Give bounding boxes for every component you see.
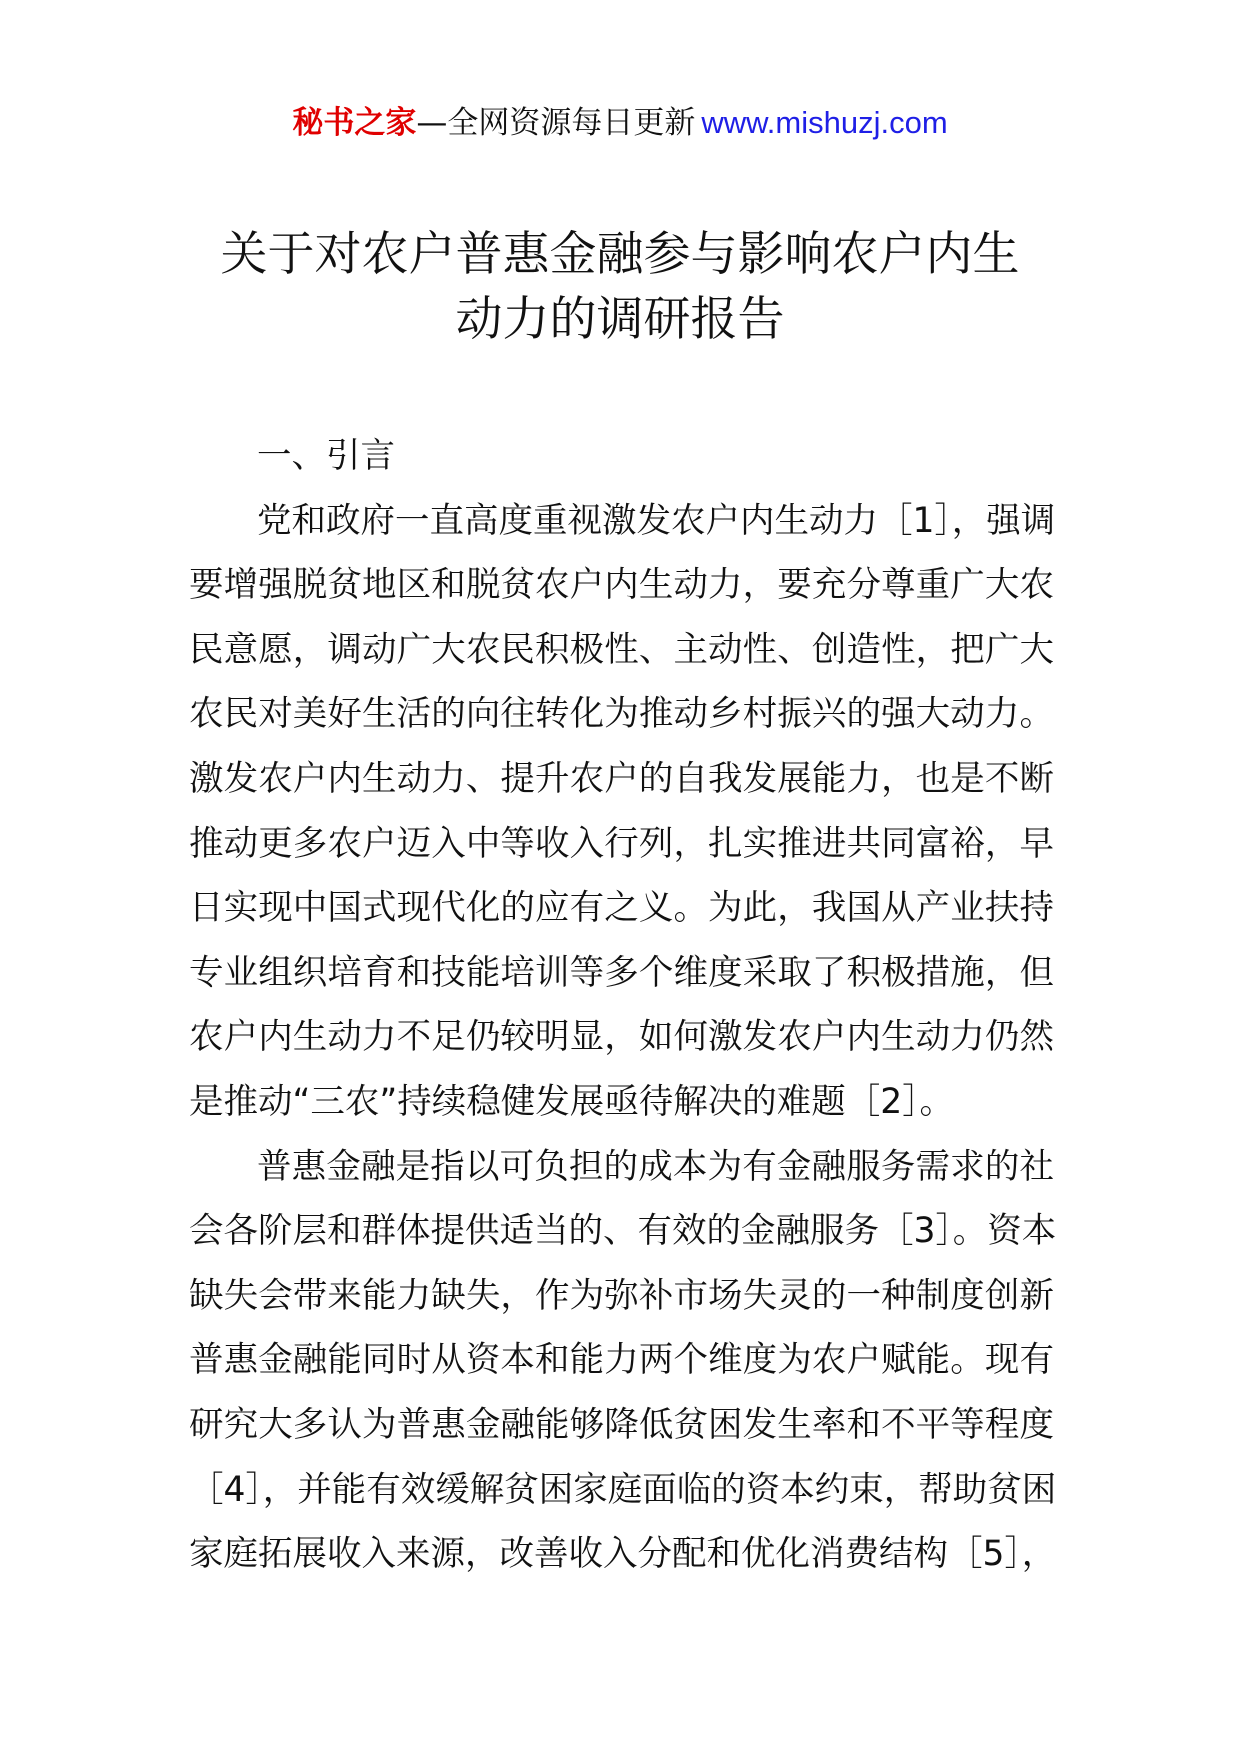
- paragraph-line: 民意愿，调动广大农民积极性、主动性、创造性，把广大: [189, 629, 1054, 670]
- site-tagline: —全网资源每日更新: [416, 105, 696, 141]
- paragraph-line: 专业组织培育和技能培训等多个维度采取了积极措施，但: [189, 952, 1054, 993]
- paragraph-line: 日实现中国式现代化的应有之义。为此，我国从产业扶持: [189, 888, 1054, 929]
- site-url-link[interactable]: www.mishuzj.com: [701, 105, 948, 140]
- paragraph-1: [189, 489, 1054, 1135]
- document-body: [189, 424, 1057, 1587]
- paragraph-2: [189, 1135, 1057, 1587]
- paragraph-line: 家庭拓展收入来源，改善收入分配和优化消费结构［5］，: [189, 1534, 1057, 1575]
- paragraph-line: ［4］，并能有效缓解贫困家庭面临的资本约束，帮助贫困: [189, 1469, 1057, 1510]
- section-heading-introduction: 一、引言: [257, 436, 395, 476]
- title-line-1: 关于对农户普惠金融参与影响农户内生: [220, 227, 1020, 282]
- title-line-2: 动力的调研报告: [455, 292, 785, 347]
- site-brand: 秘书之家: [292, 105, 417, 141]
- paragraph-line: 普惠金融是指以可负担的成本为有金融服务需求的社: [257, 1146, 1054, 1187]
- site-header: [0, 103, 1240, 143]
- paragraph-line: 推动更多农户迈入中等收入行列，扎实推进共同富裕，早: [189, 823, 1054, 864]
- paragraph-line: 农民对美好生活的向往转化为推动乡村振兴的强大动力。: [189, 694, 1054, 735]
- paragraph-line: 党和政府一直高度重视激发农户内生动力［1］，强调: [257, 500, 1056, 541]
- paragraph-line: 普惠金融能同时从资本和能力两个维度为农户赋能。现有: [189, 1340, 1054, 1381]
- paragraph-line: 农户内生动力不足仍较明显，如何激发农户内生动力仍然: [189, 1017, 1054, 1058]
- document-title: [180, 222, 1060, 352]
- paragraph-line: 是推动“三农”持续稳健发展亟待解决的难题［2］。: [189, 1081, 954, 1122]
- paragraph-line: 要增强脱贫地区和脱贫农户内生动力，要充分尊重广大农: [189, 565, 1054, 606]
- paragraph-line: 研究大多认为普惠金融能够降低贫困发生率和不平等程度: [189, 1404, 1054, 1445]
- paragraph-line: 激发农户内生动力、提升农户的自我发展能力，也是不断: [189, 758, 1054, 799]
- paragraph-line: 会各阶层和群体提供适当的、有效的金融服务［3］。资本: [189, 1211, 1057, 1252]
- paragraph-line: 缺失会带来能力缺失，作为弥补市场失灵的一种制度创新: [189, 1275, 1054, 1316]
